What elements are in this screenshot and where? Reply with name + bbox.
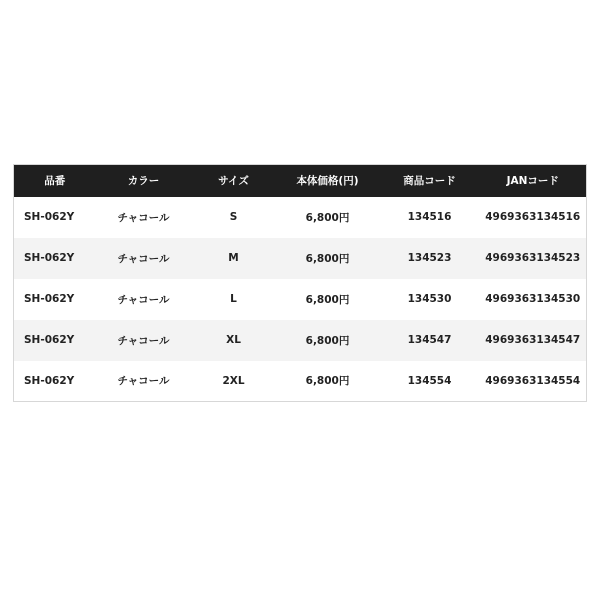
table-row — [14, 320, 587, 361]
cell-jan-code: 4969363134554 — [485, 374, 581, 387]
cell-product-code: 134516 — [407, 211, 452, 223]
table-row — [14, 238, 587, 279]
cell-size: S — [229, 211, 238, 223]
header-model-number: 品番 — [44, 175, 66, 188]
header-price: 本体価格(円) — [296, 175, 359, 188]
cell-product-code: 134523 — [407, 252, 452, 264]
table-header-row — [14, 165, 587, 197]
cell-model-number: SH-062Y — [24, 334, 75, 346]
cell-product-code: 134554 — [407, 374, 452, 387]
cell-product-code: 134530 — [407, 293, 452, 305]
table-row — [14, 197, 587, 238]
cell-model-number: SH-062Y — [24, 211, 75, 223]
cell-price: 6,800円 — [305, 293, 350, 306]
cell-price: 6,800円 — [305, 334, 350, 347]
header-color: カラー — [127, 175, 160, 188]
table-row — [14, 361, 587, 402]
cell-jan-code: 4969363134547 — [485, 334, 581, 346]
product-spec-table — [13, 164, 587, 402]
cell-color: チャコール — [117, 334, 170, 347]
cell-jan-code: 4969363134523 — [485, 252, 581, 264]
table-row — [14, 279, 587, 320]
cell-model-number: SH-062Y — [24, 374, 75, 387]
cell-size: 2XL — [222, 374, 245, 387]
header-jan-code: JANコード — [506, 175, 559, 188]
cell-size: L — [230, 293, 237, 305]
cell-color: チャコール — [117, 211, 170, 224]
header-product-code: 商品コード — [403, 175, 456, 188]
cell-color: チャコール — [117, 252, 170, 265]
cell-product-code: 134547 — [407, 334, 452, 346]
cell-jan-code: 4969363134530 — [485, 293, 581, 305]
cell-color: チャコール — [117, 293, 170, 306]
cell-size: XL — [226, 334, 241, 346]
cell-color: チャコール — [117, 375, 170, 388]
cell-size: M — [228, 252, 239, 264]
cell-price: 6,800円 — [305, 375, 350, 388]
cell-jan-code: 4969363134516 — [485, 211, 581, 223]
cell-model-number: SH-062Y — [24, 252, 75, 264]
cell-model-number: SH-062Y — [24, 293, 75, 305]
header-size: サイズ — [218, 175, 249, 188]
cell-price: 6,800円 — [305, 211, 350, 224]
cell-price: 6,800円 — [305, 252, 350, 265]
